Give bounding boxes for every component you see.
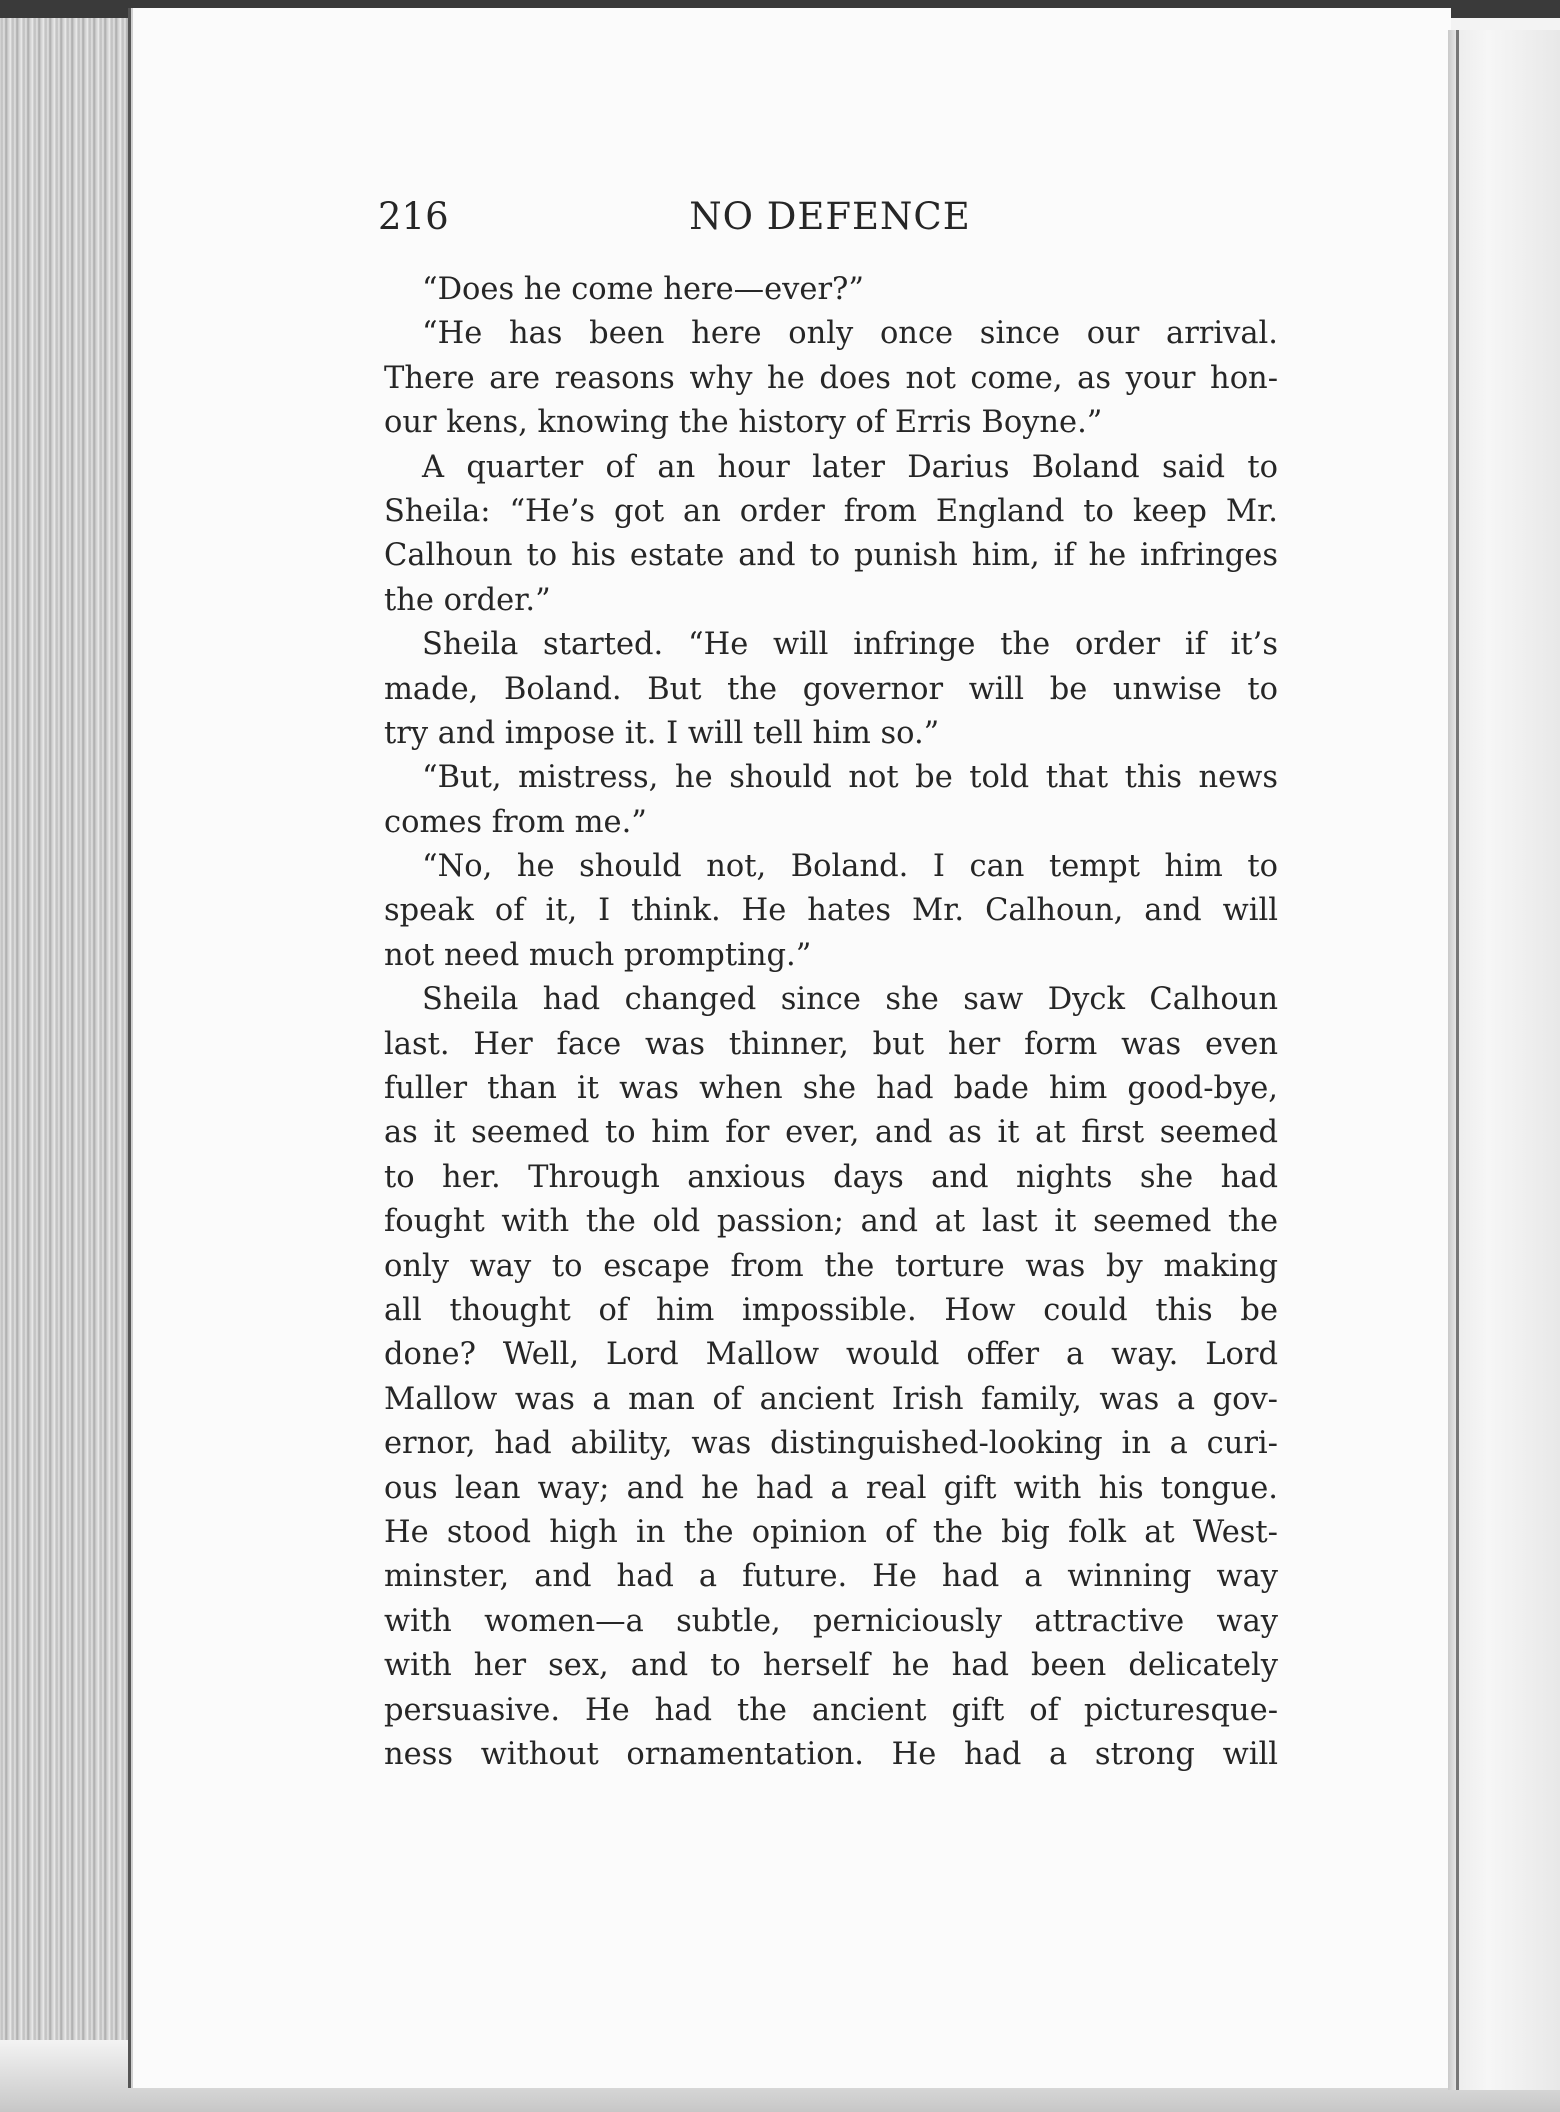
text-line: “Does he come here—ever?” [422,272,864,307]
text-line: made, Boland. But the governor will be unwise to [384,671,1278,707]
text-line: “He has been here only once since our arrival. [422,316,1278,352]
text-line: ernor, had ability, was distinguished-looking in a curi- [384,1426,1278,1462]
text-line: ous lean way; and he had a real gift with his tongue. [384,1470,1278,1506]
text-line: ness without ornamentation. He had a strong will [384,1736,1278,1772]
text-line: try and impose it. I will tell him so.” [384,715,940,751]
text-line: Sheila started. “He will infringe the order if it’s [422,627,1278,663]
text-line: speak of it, I think. He hates Mr. Calhoun, and will [384,893,1278,929]
running-header [378,195,1282,245]
text-line: A quarter of an hour later Darius Boland said to [422,449,1278,485]
text-line: to her. Through anxious days and nights she had [384,1159,1278,1195]
facing-page-edge [1448,30,1560,2090]
facing-page-gutter-line [1456,30,1459,2090]
text-line: with her sex, and to herself he had been delicately [384,1648,1278,1684]
text-line: He stood high in the opinion of the big folk at West- [384,1514,1278,1550]
text-line: as it seemed to him for ever, and as it at first seemed [384,1115,1278,1151]
page-number: 216 [378,195,449,238]
body-text [384,268,1278,1777]
text-line: our kens, knowing the history of Erris Boyne.” [384,405,1103,441]
text-line: There are reasons why he does not come, as your hon- [384,360,1278,396]
text-line: not need much prompting.” [384,937,812,973]
running-title: NO DEFENCE [689,195,971,238]
text-line: fought with the old passion; and at last it seemed the [384,1204,1278,1240]
text-line: only way to escape from the torture was by making [384,1248,1278,1284]
text-line: Sheila: “He’s got an order from England to keep Mr. [384,493,1278,529]
text-line: Calhoun to his estate and to punish him, if he infringes [384,538,1278,574]
text-line: persuasive. He had the ancient gift of picturesque- [384,1692,1278,1728]
text-line: fuller than it was when she had bade him good-bye, [384,1071,1278,1107]
text-line: with women—a subtle, perniciously attractive way [384,1603,1278,1639]
text-line: “But, mistress, he should not be told that this news [422,760,1278,796]
text-line: comes from me.” [384,804,647,840]
text-line: minster, and had a future. He had a winning way [384,1559,1278,1595]
text-line: Sheila had changed since she saw Dyck Calhoun [422,982,1278,1018]
text-line: all thought of him impossible. How could this be [384,1292,1278,1328]
text-line: Mallow was a man of ancient Irish family, was a gov- [384,1381,1278,1417]
text-line: done? Well, Lord Mallow would offer a way. Lord [384,1337,1278,1373]
page-edges-left [0,18,140,2112]
text-line: last. Her face was thinner, but her form was even [384,1026,1278,1062]
text-line: the order.” [384,582,551,618]
text-line: “No, he should not, Boland. I can tempt him to [422,849,1278,885]
